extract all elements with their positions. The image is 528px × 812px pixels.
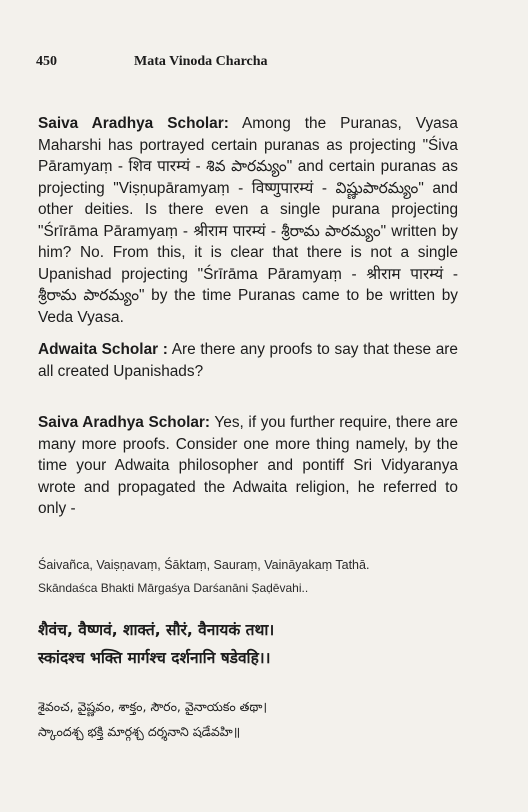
verse-transliteration-line-1: Śaivañca, Vaiṣṇavaṃ, Śāktaṃ, Sauraṃ, Vaināyakaṃ Tathā. xyxy=(38,558,370,572)
page-header xyxy=(36,54,496,74)
verse-telugu-line-2: స్కాందశ్చ భక్తి మార్గశ్చ దర్శనాని షడేవహి॥ xyxy=(38,724,241,739)
paragraph-adwaita xyxy=(38,339,458,382)
speaker-label: Saiva Aradhya Scholar: xyxy=(38,414,211,431)
speaker-label: Saiva Aradhya Scholar: xyxy=(38,115,229,132)
paragraph-saiva-1 xyxy=(38,113,458,328)
verse-transliteration-line-2: Skāndaśca Bhakti Mārgaśya Darśanāni Ṣaḍēvahi.. xyxy=(38,581,309,595)
paragraph-text: Are there any proofs to say that these are all created Upanishads? xyxy=(38,341,458,380)
speaker-label: Adwaita Scholar : xyxy=(38,341,168,358)
paragraph-text: Yes, if you further require, there are many more proofs. Consider one more thing namely, by the time your Adwaita philosopher and pontiff Sri Vidyaranya wrote and propagated the Adwaita religion, he referred to only - xyxy=(38,414,458,517)
verse-sanskrit-line-2: स्कांदश्च भक्ति मार्गश्च दर्शनानि षडेवहि।। xyxy=(38,649,271,667)
page-number: 450 xyxy=(36,54,57,69)
running-title: Mata Vinoda Charcha xyxy=(134,54,268,69)
paragraph-saiva-2 xyxy=(38,412,458,520)
verse-telugu-line-1: శైవంచ, వైష్ణవం, శాక్తం, సౌరం, వైనాయకం తథా। xyxy=(38,699,268,714)
paragraph-text: Among the Puranas, Vyasa Maharshi has portrayed certain puranas as projecting "Śiva Pāramyaṃ - शिव पारम्यं - శివ పారమ్యం" and certain puranas as projecting "Viṣṇupāramyaṃ - विष्णुपारम्यं - విష్ణుపారమ్యం" and other deities. Is there even a single purana projecting "Śrīrāma Pāramyaṃ - श्रीराम पारम्यं - శ్రీరామ పారమ్యం" written by him? No. From this, it is clear that there is not a single Upanishad projecting "Śrīrāma Pāramyaṃ - श्रीराम पारम्यं - శ్రీరామ పారమ్యం" by the time Puranas came to be written by Veda Vyasa. xyxy=(38,115,458,326)
verse-sanskrit-line-1: शैवंच, वैष्णवं, शाक्तं, सौरं, वैनायकं तथा। xyxy=(38,621,275,639)
